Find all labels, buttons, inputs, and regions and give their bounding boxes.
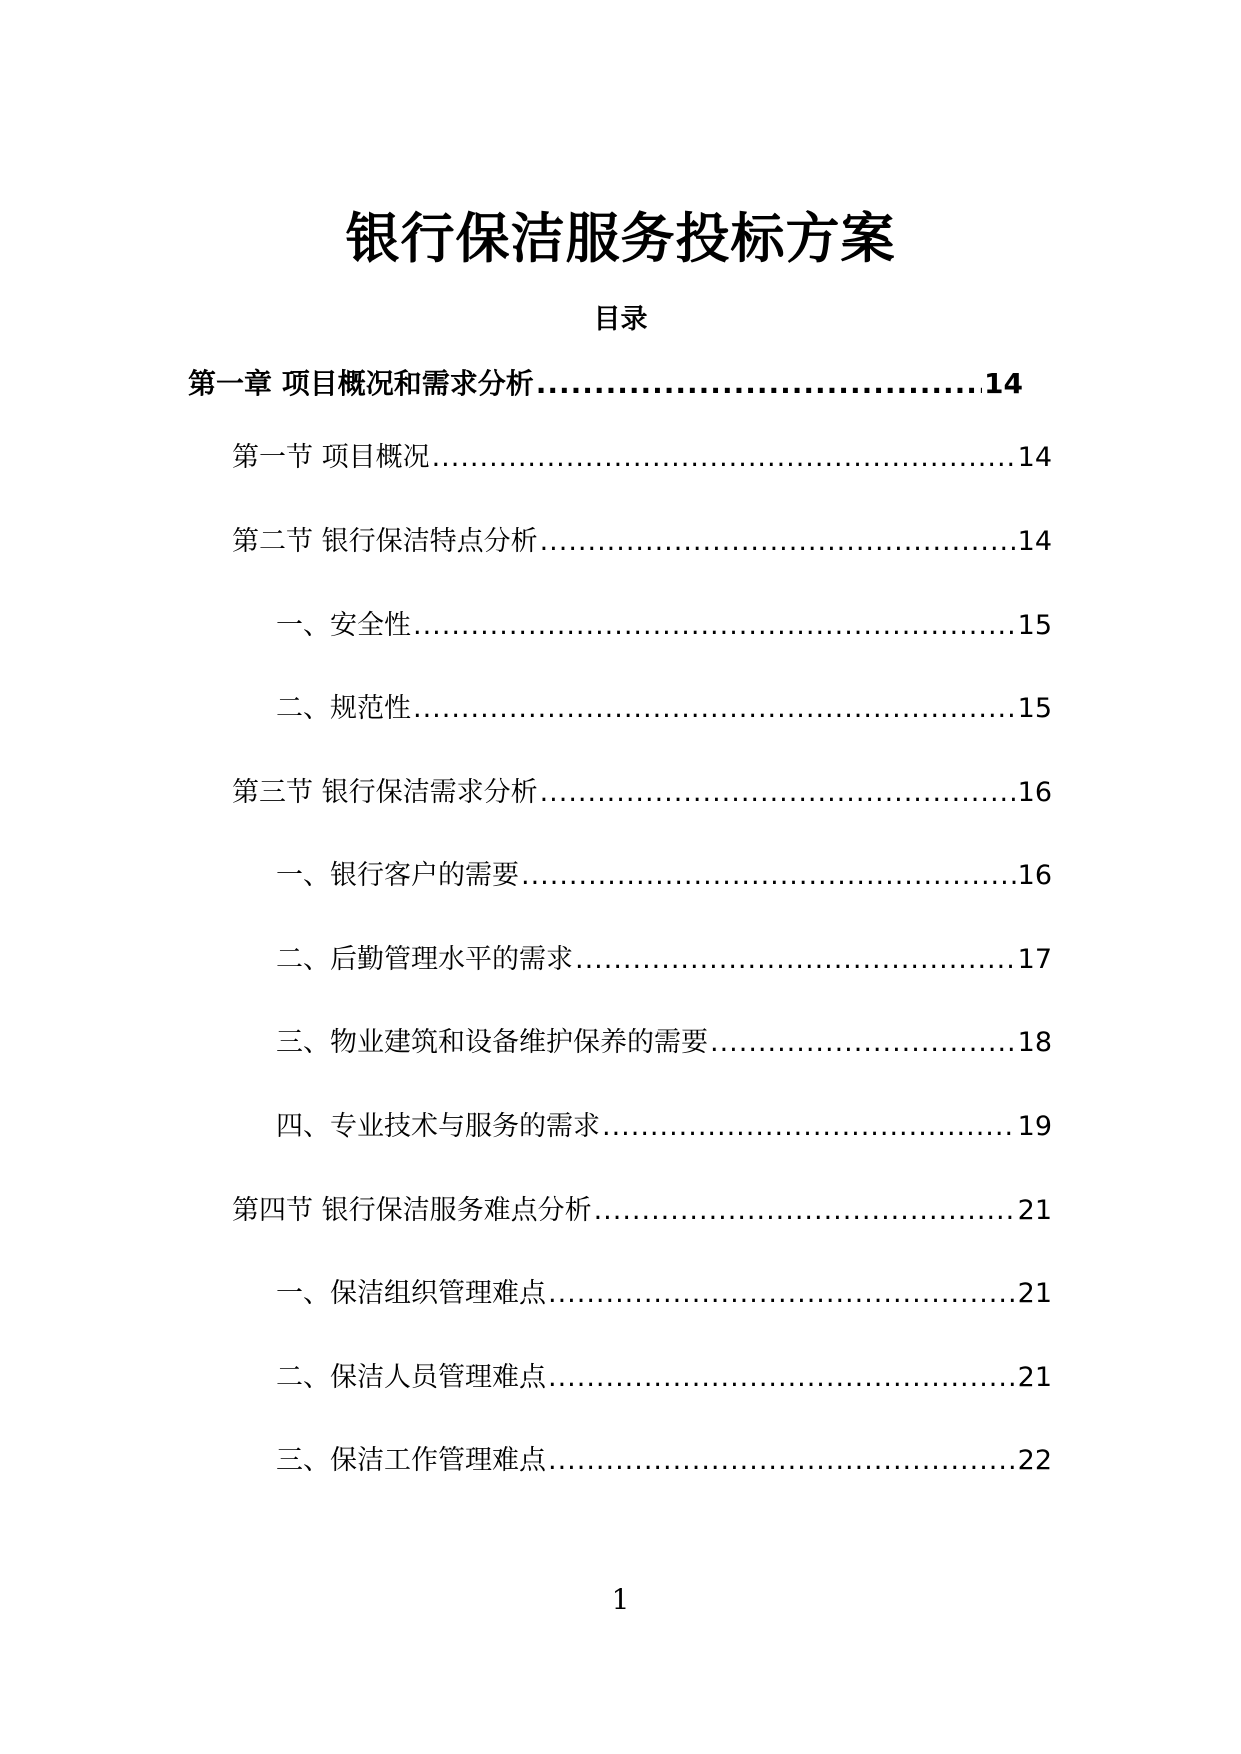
toc-dot-leader [432,436,1016,480]
toc-entry-label: 第三节 银行保洁需求分析 [232,777,538,808]
toc-entry-subsection[interactable] [276,1021,1052,1065]
toc-entry-page: 21 [1017,1362,1052,1393]
toc-entry-label: 一、保洁组织管理难点 [276,1278,546,1309]
toc-entry-subsection[interactable] [276,1439,1052,1483]
toc-entry-page: 16 [1017,777,1052,808]
toc-entry-label: 四、专业技术与服务的需求 [276,1111,600,1142]
toc-dot-leader [548,1272,1016,1316]
toc-entry-label: 二、规范性 [276,693,411,724]
toc-dot-leader [594,1189,1016,1233]
toc-entry-subsection[interactable] [276,938,1052,982]
toc-dot-leader [548,1439,1016,1483]
toc-entry-page: 16 [1017,860,1052,891]
toc-dot-leader [548,1356,1016,1400]
toc-dot-leader [710,1021,1016,1065]
toc-entry-label: 三、保洁工作管理难点 [276,1445,546,1476]
toc-entry-label: 一、安全性 [276,610,411,641]
toc-entry-page: 17 [1017,944,1052,975]
toc-dot-leader [575,938,1016,982]
toc-entry-page: 19 [1017,1111,1052,1142]
toc-entry-subsection[interactable] [276,854,1052,898]
page-number: 1 [611,1583,630,1616]
toc-entry-label: 第二节 银行保洁特点分析 [232,526,538,557]
toc-entry-section-2[interactable] [232,520,1052,564]
toc-entry-page: 22 [1017,1445,1052,1476]
toc-entry-label: 第四节 银行保洁服务难点分析 [232,1195,592,1226]
toc-dot-leader [521,854,1016,898]
toc-dot-leader [540,771,1016,815]
toc-entry-page: 14 [1017,526,1052,557]
document-title: 银行保洁服务投标方案 [345,207,896,271]
toc-entry-subsection[interactable] [276,604,1052,648]
toc-entry-label: 二、保洁人员管理难点 [276,1362,546,1393]
toc-entry-section-4[interactable] [232,1189,1052,1233]
toc-entry-page: 14 [984,367,1023,400]
toc-entry-subsection[interactable] [276,1105,1052,1149]
toc-dot-leader [540,520,1016,564]
toc-entry-label: 三、物业建筑和设备维护保养的需要 [276,1027,708,1058]
toc-entry-label: 一、银行客户的需要 [276,860,519,891]
toc-entry-subsection[interactable] [276,687,1052,731]
toc-entry-page: 21 [1017,1195,1052,1226]
toc-entry-section-1[interactable] [232,436,1052,480]
toc-entry-subsection[interactable] [276,1272,1052,1316]
toc-entry-page: 21 [1017,1278,1052,1309]
toc-dot-leader [413,687,1016,731]
toc-dot-leader [536,362,982,406]
toc-dot-leader [413,604,1016,648]
toc-dot-leader [602,1105,1016,1149]
toc-entry-label: 第一章 项目概况和需求分析 [188,367,534,400]
toc-entry-label: 第一节 项目概况 [232,442,430,473]
toc-entry-page: 15 [1017,693,1052,724]
toc-entry-page: 14 [1017,442,1052,473]
toc-entry-page: 18 [1017,1027,1052,1058]
toc-entry-chapter-1[interactable] [188,362,1023,406]
toc-entry-section-3[interactable] [232,771,1052,815]
toc-heading: 目录 [593,304,648,335]
toc-entry-page: 15 [1017,610,1052,641]
toc-entry-label: 二、后勤管理水平的需求 [276,944,573,975]
toc-entry-subsection[interactable] [276,1356,1052,1400]
